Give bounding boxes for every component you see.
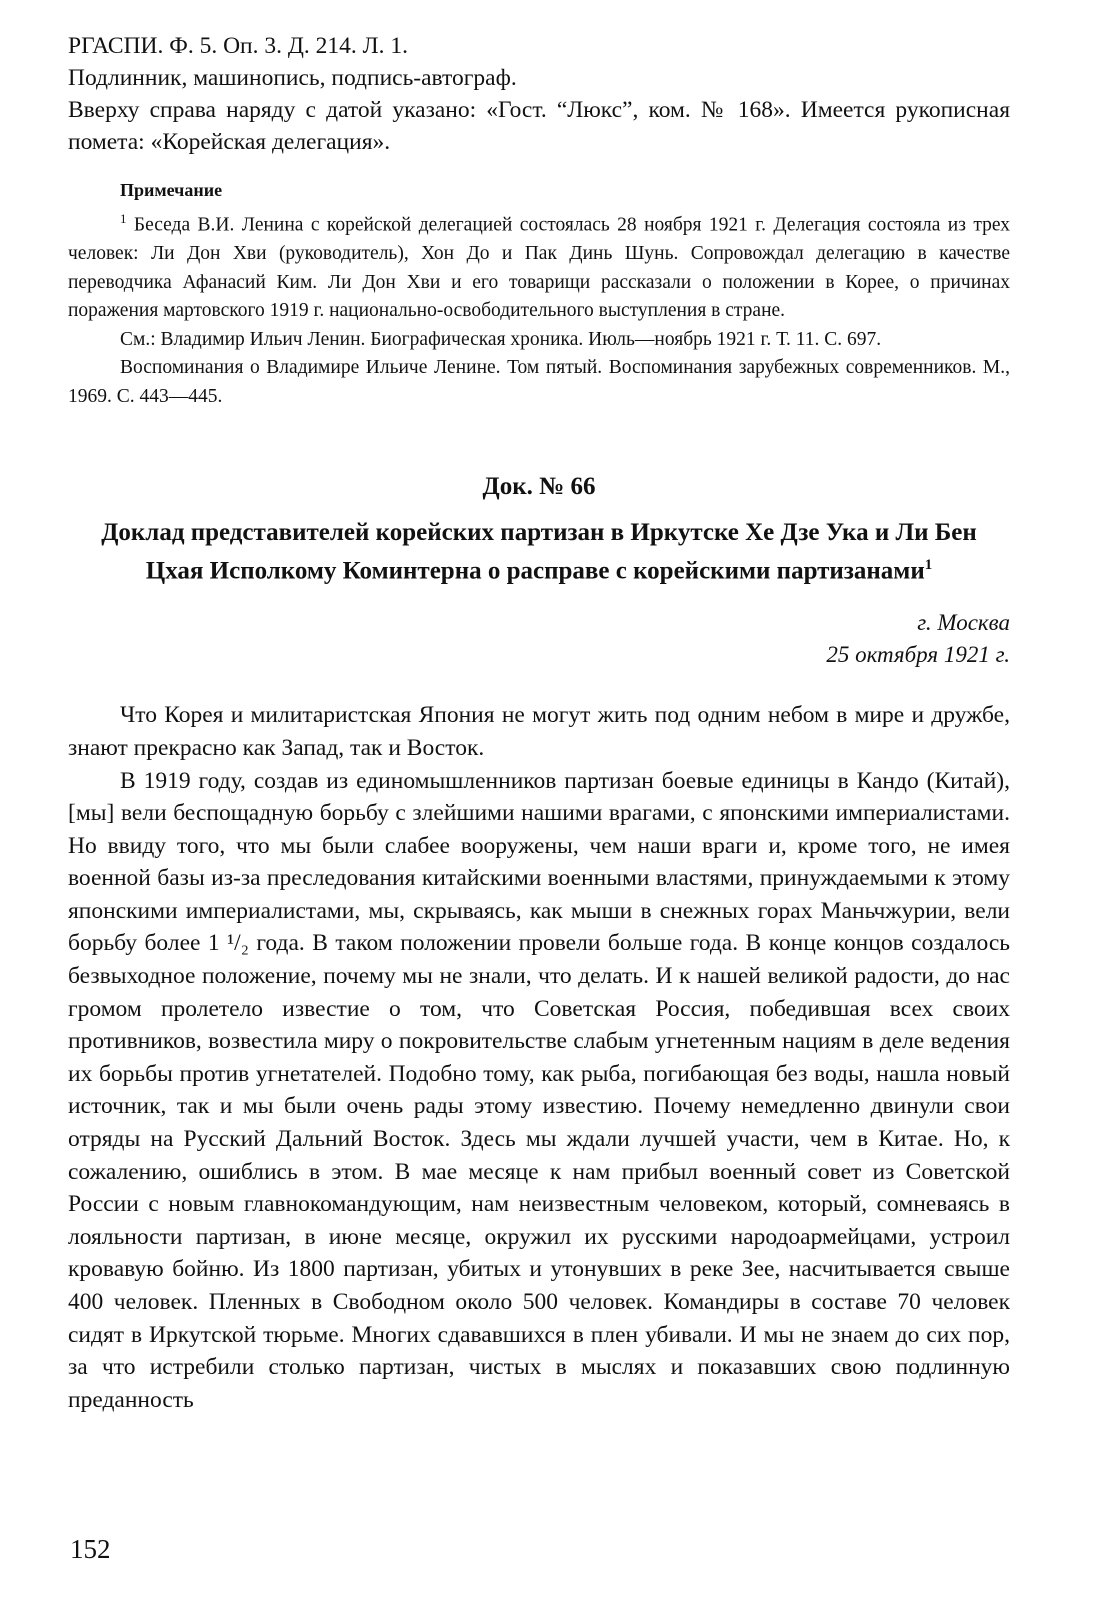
document-place-date — [68, 607, 1010, 671]
note-reference: См.: Владимир Ильич Ленин. Биографическая хроника. Июль—ноябрь 1921 г. Т. 11. С. 697. — [120, 328, 882, 350]
document-date: 25 октября 1921 г. — [826, 642, 1010, 668]
notes-heading: Примечание — [120, 180, 223, 200]
note-reference: Воспоминания о Владимире Ильиче Ленине. Том пятый. Воспоминания зарубежных современников. М., 1969. С. 443—445. — [68, 357, 1010, 407]
document-body — [68, 699, 1010, 1416]
page-content — [68, 30, 1010, 1416]
source-line: Подлинник, машинопись, подпись-автограф. — [68, 65, 517, 91]
note-1 — [68, 205, 1010, 326]
document-number: Док. № 66 — [482, 473, 596, 500]
document-place: г. Москва — [917, 610, 1010, 636]
page-number: 152 — [70, 1534, 111, 1564]
fraction-value: 1 ¹/₂ — [207, 930, 249, 957]
note-text: Беседа В.И. Ленина с корейской делегацией состоялась 28 ноября 1921 г. Делегация состояла из трех человек: Ли Дон Хви (руководитель), Хон До и Пак Динь Шунь. Сопровождал делегацию в качестве переводчика Афанасий Ким. Ли Дон Хви и его товарищи рассказали о положении в Корее, о причинах поражения мартовского 1919 г. национально-освободительного выступления в стране. — [68, 214, 1010, 321]
document-title-text: Доклад представителей корейских партизан в Иркутске Хе Дзе Ука и Ли Бен Цхая Исполкому Коминтерна о расправе с корейскими партизанами — [101, 519, 977, 585]
archival-source — [68, 30, 1010, 158]
source-line: РГАСПИ. Ф. 5. Оп. 3. Д. 214. Л. 1. — [68, 33, 408, 59]
title-footnote-mark: 1 — [924, 557, 933, 573]
paragraph-text: года. В таком положении провели больше года. В конце концов создалось безвыходное положение, почему мы не знали, что делать. И к нашей великой радости, до нас громом пролетело известие о том, что Советская Россия, победившая всех своих противников, возвестила миру о покровительстве слабым угнетенным нациям в деле ведения их борьбы против угнетателей. Подобно тому, как рыба, погибающая без воды, нашла новый источник, так и мы были очень рады этому известию. Почему немедленно двинули свои отряды на Русский Дальний Восток. Здесь мы ждали лучшей участи, чем в Китае. Но, к сожалению, ошиблись в этом. В мае месяце к нам прибыл военный совет из Советской России с новым главнокомандующим, нам неизвестным человеком, который, сомневаясь в лояльности партизан, в июне месяце, окружил их русскими народоармейцами, устроил кровавую бойню. Из 1800 партизан, убитых и утонувших в реке Зее, насчитывается свыше 400 человек. Пленных в Свободном около 500 человек. Командиры в составе 70 человек сидят в Иркутской тюрьме. Многих сдававшихся в плен убивали. И мы не знаем до сих пор, за что истребили столько партизан, чистых в мыслях и показавших свою подлинную преданность — [68, 930, 1010, 1413]
note-number: 1 — [120, 211, 127, 226]
notes-section — [68, 205, 1010, 411]
document-title — [68, 517, 1010, 587]
body-paragraph — [68, 765, 1010, 1417]
paragraph-text: В 1919 году, создав из единомышленников партизан боевые единицы в Кандо (Китай), [мы] вели беспощадную борьбу с злейшими нашими врагами, с японскими империалистами. Но ввиду того, что мы были слабее вооружены, чем наши враги и, кроме того, не имея военной базы из-за преследования китайскими военными властями, принуждаемыми к этому японскими империалистами, мы, скрываясь, как мыши в снежных горах Маньчжурии, вели борьбу более — [68, 767, 1010, 957]
source-line: Вверху справа наряду с датой указано: «Гост. “Люкс”, ком. № 168». Имеется рукописная помета: «Корейская делегация». — [68, 97, 1010, 155]
body-paragraph: Что Корея и милитаристская Япония не могут жить под одним небом в мире и дружбе, знают прекрасно как Запад, так и Восток. — [68, 702, 1010, 761]
